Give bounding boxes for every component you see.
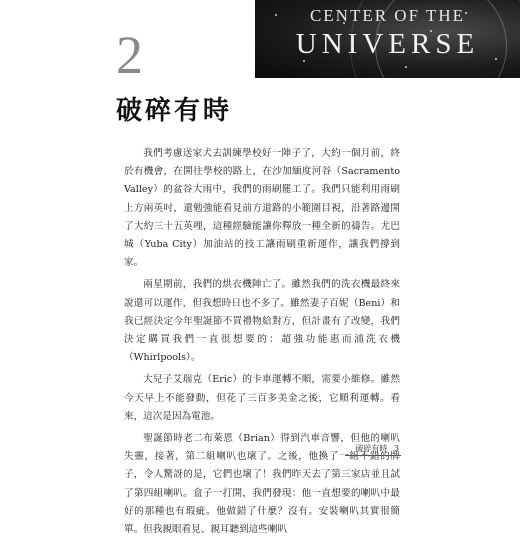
page-footer	[345, 443, 401, 456]
banner-title-top: CENTER OF THE	[309, 6, 466, 25]
chapter-title: 破碎有時	[116, 96, 233, 126]
paragraph: 兩星期前，我們的烘衣機陣亡了。雖然我們的洗衣機最終來說還可以運作，但我想時日也不多了。雖然妻子百妮（Beni）和我已經決定今年聖誕節不買禮物給對方，但計畫有了改變，我們決定購買我們一直很想要的：超強功能惠而浦洗衣機（Whirlpools）。	[124, 279, 400, 364]
chapter-number: 2	[116, 25, 143, 85]
paragraph: 聖誕節時老二布萊恩（Brian）得到汽車音響，但他的喇叭失靈，接著，第二組喇叭也壞了。之後，他換了一組不錯的牌子，令人驚訝的是，它們也壞了！我們昨天去了第三家店並且試了第四組喇叭。盒子一打開，我們發現：他一直想要的喇叭中最好的那種也有瑕疵。他做錯了什麼？沒有。安裝喇叭其實很簡單。但我親眼看見、親耳聽到這些喇叭	[124, 433, 400, 536]
paragraph: 我們考慮送家犬去訓練學校好一陣子了，大約一個月前，終於有機會，在開往學校的路上，在沙加緬度河谷（Sacramento Valley）的盆谷大雨中，我們的雨刷罷工了。我們只能利用雨刷上方兩英吋，還勉強能看見前方道路的小範圍目視，沿著路邊開了大約三十五英哩，這種經驗能讓你釋放一種全新的禱告。尤巴城（Yuba City）加油站的技工讓雨刷重新運作，讓我們撐到家。	[124, 148, 400, 269]
page-number: 3	[393, 444, 399, 453]
body-text	[124, 145, 400, 543]
banner-title-main: UNIVERSE	[295, 28, 480, 60]
header-banner	[255, 0, 520, 78]
paragraph: 大兒子艾瑞克（Eric）的卡車運轉不順，需要小維修。雖然今天早上不能發動，但花了三百多美金之後，它順利運轉。看來，這次是因為電池。	[124, 374, 400, 422]
running-title: 破碎有時	[355, 444, 388, 453]
star-dot	[405, 66, 407, 68]
